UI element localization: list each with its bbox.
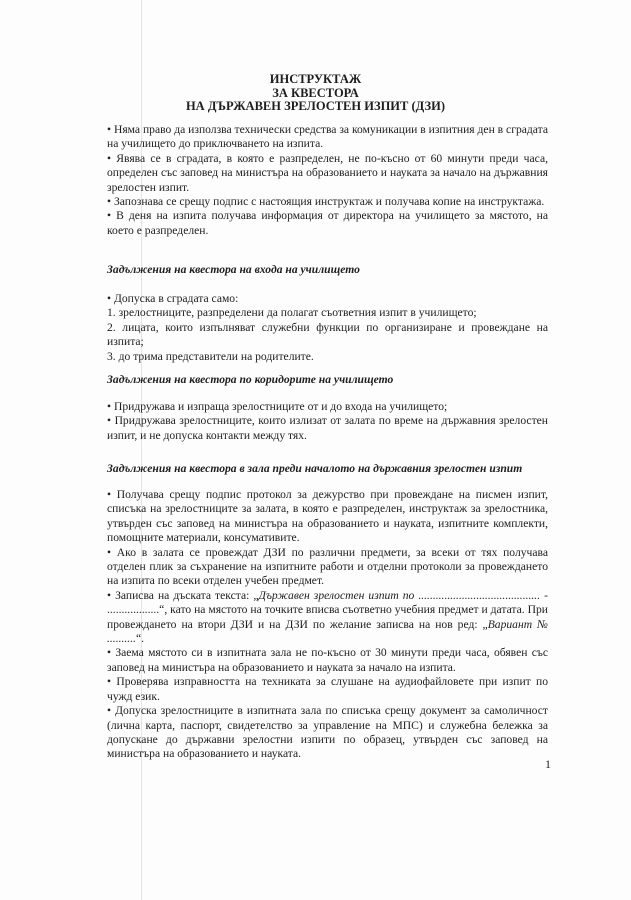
numbered-item: 2. лицата, които изпълняват служебни функции по организиране и провеждане на изпита; — [107, 320, 548, 349]
title-line-2: ЗА КВЕСТОРА — [272, 85, 359, 100]
section-bullet: • Придружава и изпраща зрелостниците от и до входа на училището; — [107, 400, 548, 414]
title-line-1: ИНСТРУКТАЖ — [269, 72, 362, 86]
section-bullet: • Допуска в сградата само: — [107, 292, 548, 306]
numbered-item: 1. зрелостниците, разпределени да полагат съответния изпит в училището; — [107, 306, 477, 320]
section-bullet: • Придружава зрелостниците, които излизат от залата по време на държавния зрелостен изпит, и не допуска контакти между тях. — [107, 414, 548, 443]
intro-bullet: • В деня на изпита получава информация от директора на училището за мястото, на което е разпределен. — [107, 209, 548, 238]
document-title — [0, 73, 631, 114]
italic-text: Държавен зрелостен изпит по .......................................... — [258, 588, 541, 602]
section-bullet: • Получава срещу подпис протокол за дежурство при провеждане на писмен изпит, списъка на зрелостниците за залата, в която е разпределен, инструктаж за зрелостника, утвърден със заповед на министъра на образованието и науката, изпитните комплекти, помощните материали, консумативите. — [107, 488, 548, 546]
section-bullet: • Ако в залата се провеждат ДЗИ по различни предмети, за всеки от тях получава отделен плик за съхранение на изпитните работи и отделни протоколи за провеждането на изпита по всеки отделен учебен предмет. — [107, 546, 548, 589]
page-number: 1 — [545, 757, 551, 771]
section-heading: Задължения на квестора в зала преди началото на държавния зрелостен изпит — [107, 462, 523, 475]
text: Записва на дъската текста: „ — [115, 588, 259, 602]
section-hall-body — [107, 488, 548, 762]
title-line-3: НА ДЪРЖАВЕН ЗРЕЛОСТЕН ИЗПИТ (ДЗИ) — [185, 99, 446, 113]
text: “. — [135, 632, 145, 646]
numbered-item: 3. до трима представители на родителите. — [107, 349, 314, 363]
intro-bullet: • Запознава се срещу подпис с настоящия инструктаж и получава копие на инструктажа. — [107, 195, 548, 209]
section-entrance — [107, 263, 548, 277]
intro-bullet: • Няма право да използва технически средства за комуникации в изпитния ден в сградата на училището до приключването на изпита. — [107, 123, 548, 152]
section-corridors-body — [107, 400, 548, 443]
section-entrance-body — [107, 292, 548, 364]
italic-text: Вариант № .......... — [107, 617, 548, 646]
section-bullet: • Проверява изправността на техниката за слушане на аудиофайловете при изпит по чужд език. — [107, 675, 548, 704]
intro-section — [107, 123, 548, 238]
section-corridors — [107, 373, 548, 387]
section-hall — [107, 462, 548, 476]
section-bullet: • Допуска зрелостниците в изпитната зала по списъка срещу документ за самоличност (лична карта, паспорт, свидетелство за управление на МПС) и служебна бележка за допускане до държавни зрелостни изпити по образец, утвърден със заповед на министъра на образованието и науката. — [107, 704, 548, 762]
section-heading: Задължения на квестора на входа на училището — [107, 263, 360, 276]
section-heading: Задължения на квестора по коридорите на училището — [107, 373, 394, 386]
section-bullet — [107, 589, 548, 647]
intro-bullet: • Явява се в сградата, в която е разпределен, не по-късно от 60 минути преди часа, определен със заповед на министъра на образованието и науката за начало на държавния зрелостен изпит. — [107, 152, 548, 195]
text: - ..................“, като на мястото на точките вписва съответно учебния предмет и датата. При провеждането на втори ДЗИ и на ДЗИ по желание записва на нов ред: „ — [107, 588, 548, 631]
section-bullet: • Заема мястото си в изпитната зала не по-късно от 30 минути преди часа, обявен със заповед на министъра на образованието и науката за начало на изпита. — [107, 646, 548, 675]
